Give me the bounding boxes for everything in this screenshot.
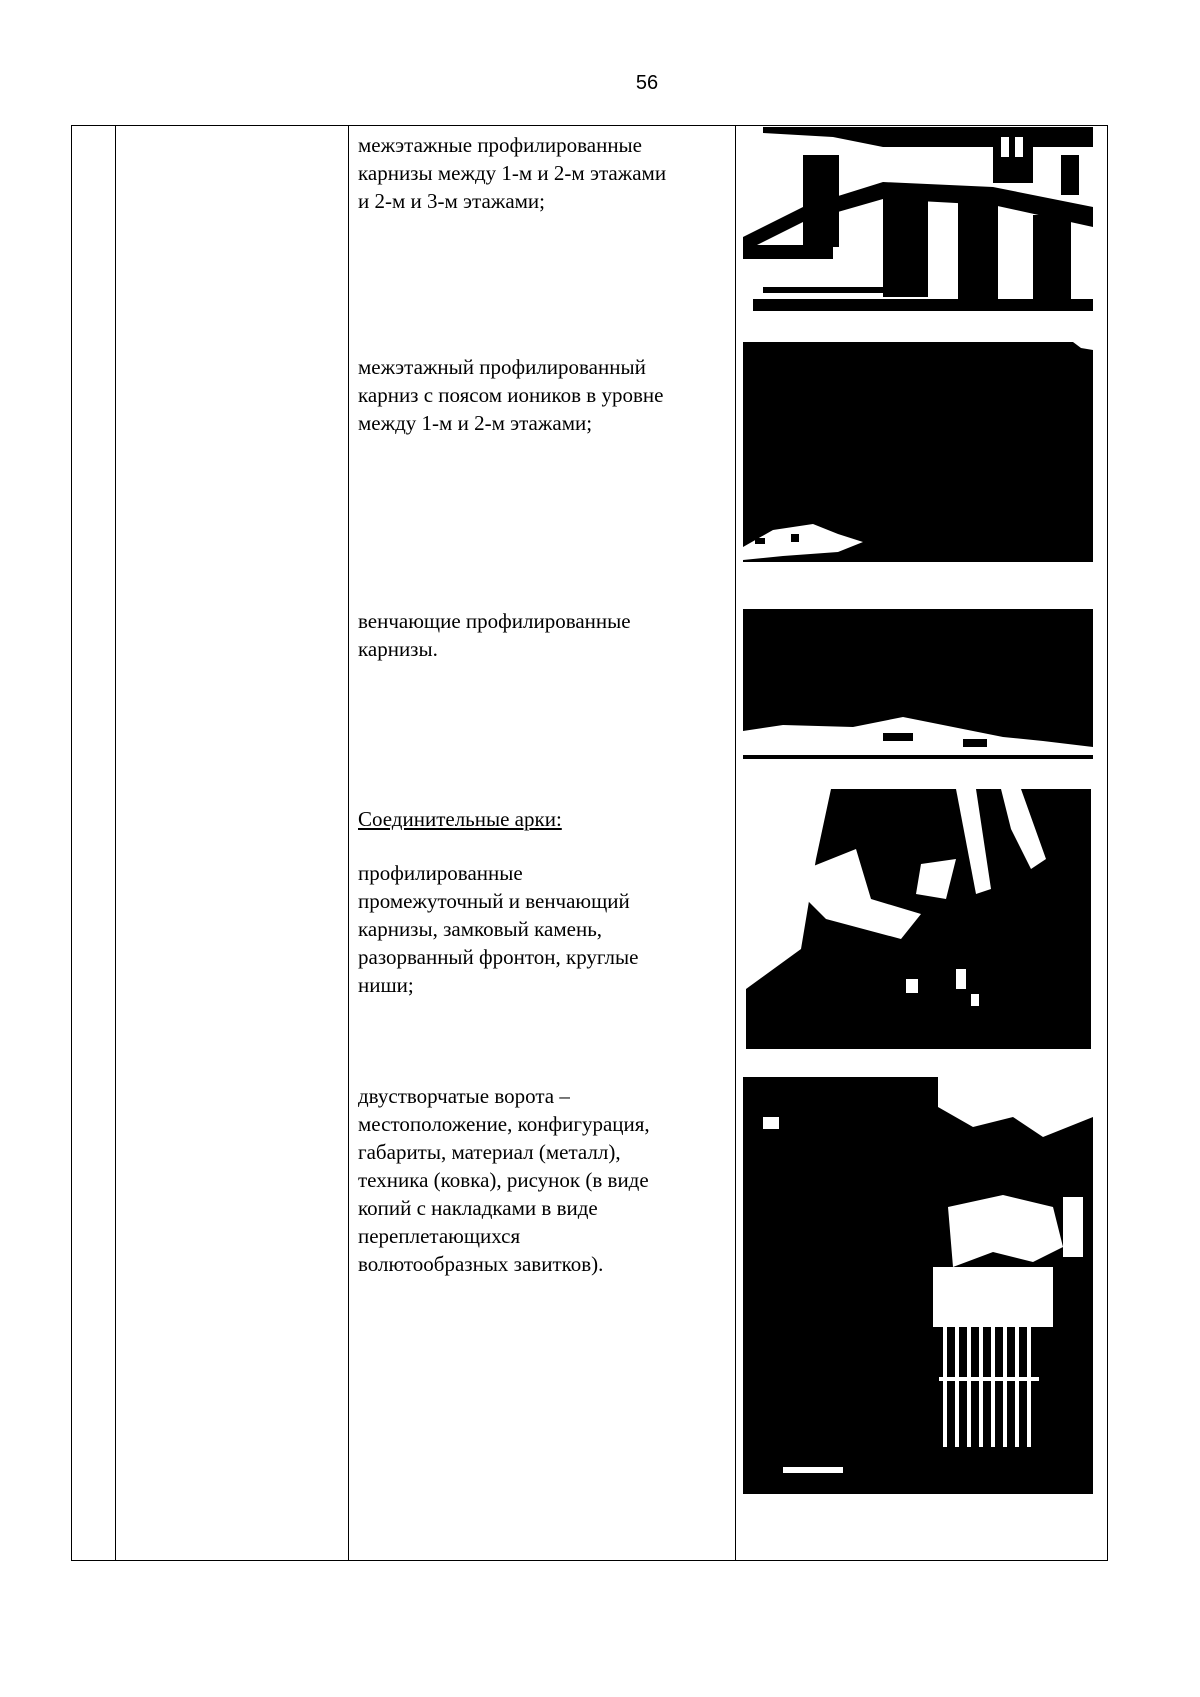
text-line: техника (ковка), рисунок (в виде (358, 1168, 649, 1192)
text-line: карнизы между 1-м и 2-м этажами (358, 161, 667, 185)
text-line: разорванный фронтон, круглые (358, 945, 639, 969)
gate-photo (743, 1077, 1093, 1494)
text-line: габариты, материал (металл), (358, 1140, 621, 1164)
text-line: между 1-м и 2-м этажами; (358, 411, 593, 435)
text-line: профилированные (358, 861, 523, 885)
text-line: венчающие профилированные (358, 609, 631, 633)
text-line: двустворчатые ворота – (358, 1084, 570, 1108)
text-line: карнизы. (358, 637, 438, 661)
text-line: карнизы, замковый камень, (358, 917, 603, 941)
row-text-cornices-between-floors (358, 131, 723, 215)
text-line: межэтажный профилированный (358, 355, 646, 379)
ionic-belt-photo (743, 342, 1093, 562)
column-divider (115, 126, 116, 1560)
text-line: ниши; (358, 973, 414, 997)
text-line: межэтажные профилированные (358, 133, 642, 157)
text-line: волютообразных завитков). (358, 1252, 604, 1276)
text-line: переплетающихся (358, 1224, 521, 1248)
row-text-double-gates (358, 1082, 723, 1278)
column-divider (735, 126, 736, 1560)
text-line: промежуточный и венчающий (358, 889, 630, 913)
row-text-crowning-cornices (358, 607, 723, 663)
row-text-arch-elements (358, 859, 723, 999)
text-line: и 2-м и 3-м этажами; (358, 189, 546, 213)
section-heading-connecting-arches: Соединительные арки: (358, 807, 562, 831)
text-line: копий с накладками в виде (358, 1196, 598, 1220)
arch-photo (746, 789, 1091, 1049)
crowning-cornice-photo (743, 609, 1093, 759)
column-divider (348, 126, 349, 1560)
text-line: местоположение, конфигурация, (358, 1112, 650, 1136)
page-number: 56 (635, 72, 659, 94)
row-text-ionic-belt (358, 353, 723, 437)
cornice-facade-photo (743, 127, 1093, 311)
text-line: карниз с поясом иоников в уровне (358, 383, 664, 407)
